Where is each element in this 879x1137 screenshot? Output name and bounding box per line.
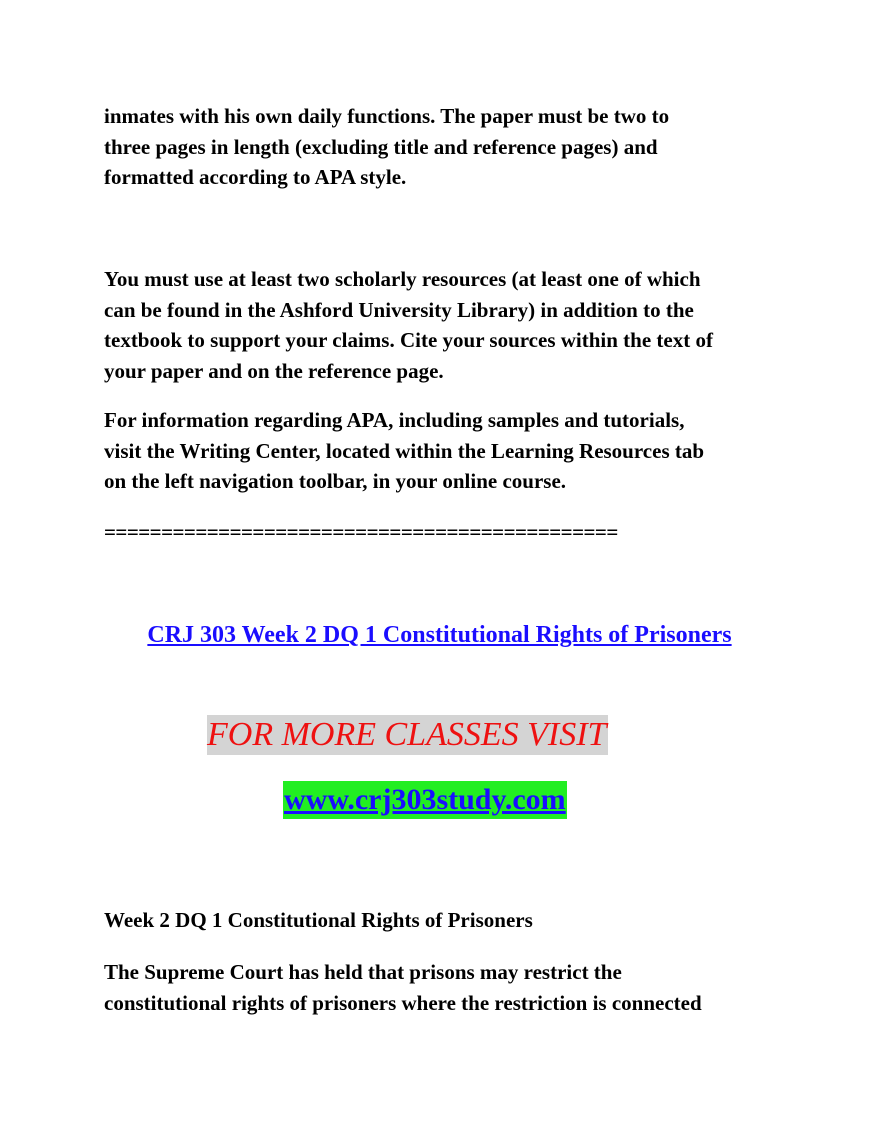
site-link-wrapper: [283, 781, 567, 819]
divider-line: =============================================: [104, 520, 618, 544]
paragraph-supreme-court: The Supreme Court has held that prisons may restrict the constitutional rights of prisoners where the restriction is connected: [104, 960, 702, 1015]
course-link-title[interactable]: CRJ 303 Week 2 DQ 1 Constitutional Rights of Prisoners: [147, 622, 732, 648]
section-heading: Week 2 DQ 1 Constitutional Rights of Prisoners: [104, 908, 533, 932]
paragraph-apa-info: For information regarding APA, including samples and tutorials, visit the Writing Center, located within the Learning Resources tab on the left navigation toolbar, in your online course.: [104, 408, 705, 493]
paragraph-scholarly-resources: You must use at least two scholarly resources (at least one of which can be found in the Ashford University Library) in addition to the textbook to support your claims. Cite your sources within the text of your paper and on the reference page.: [104, 267, 713, 383]
paragraph-assignment-length: inmates with his own daily functions. The paper must be two to three pages in length (excluding title and reference pages) and formatted according to APA style.: [104, 104, 670, 189]
course-link-title-wrapper: [0, 620, 879, 650]
site-link[interactable]: www.crj303study.com: [284, 783, 566, 816]
promo-banner: FOR MORE CLASSES VISIT: [207, 716, 607, 753]
